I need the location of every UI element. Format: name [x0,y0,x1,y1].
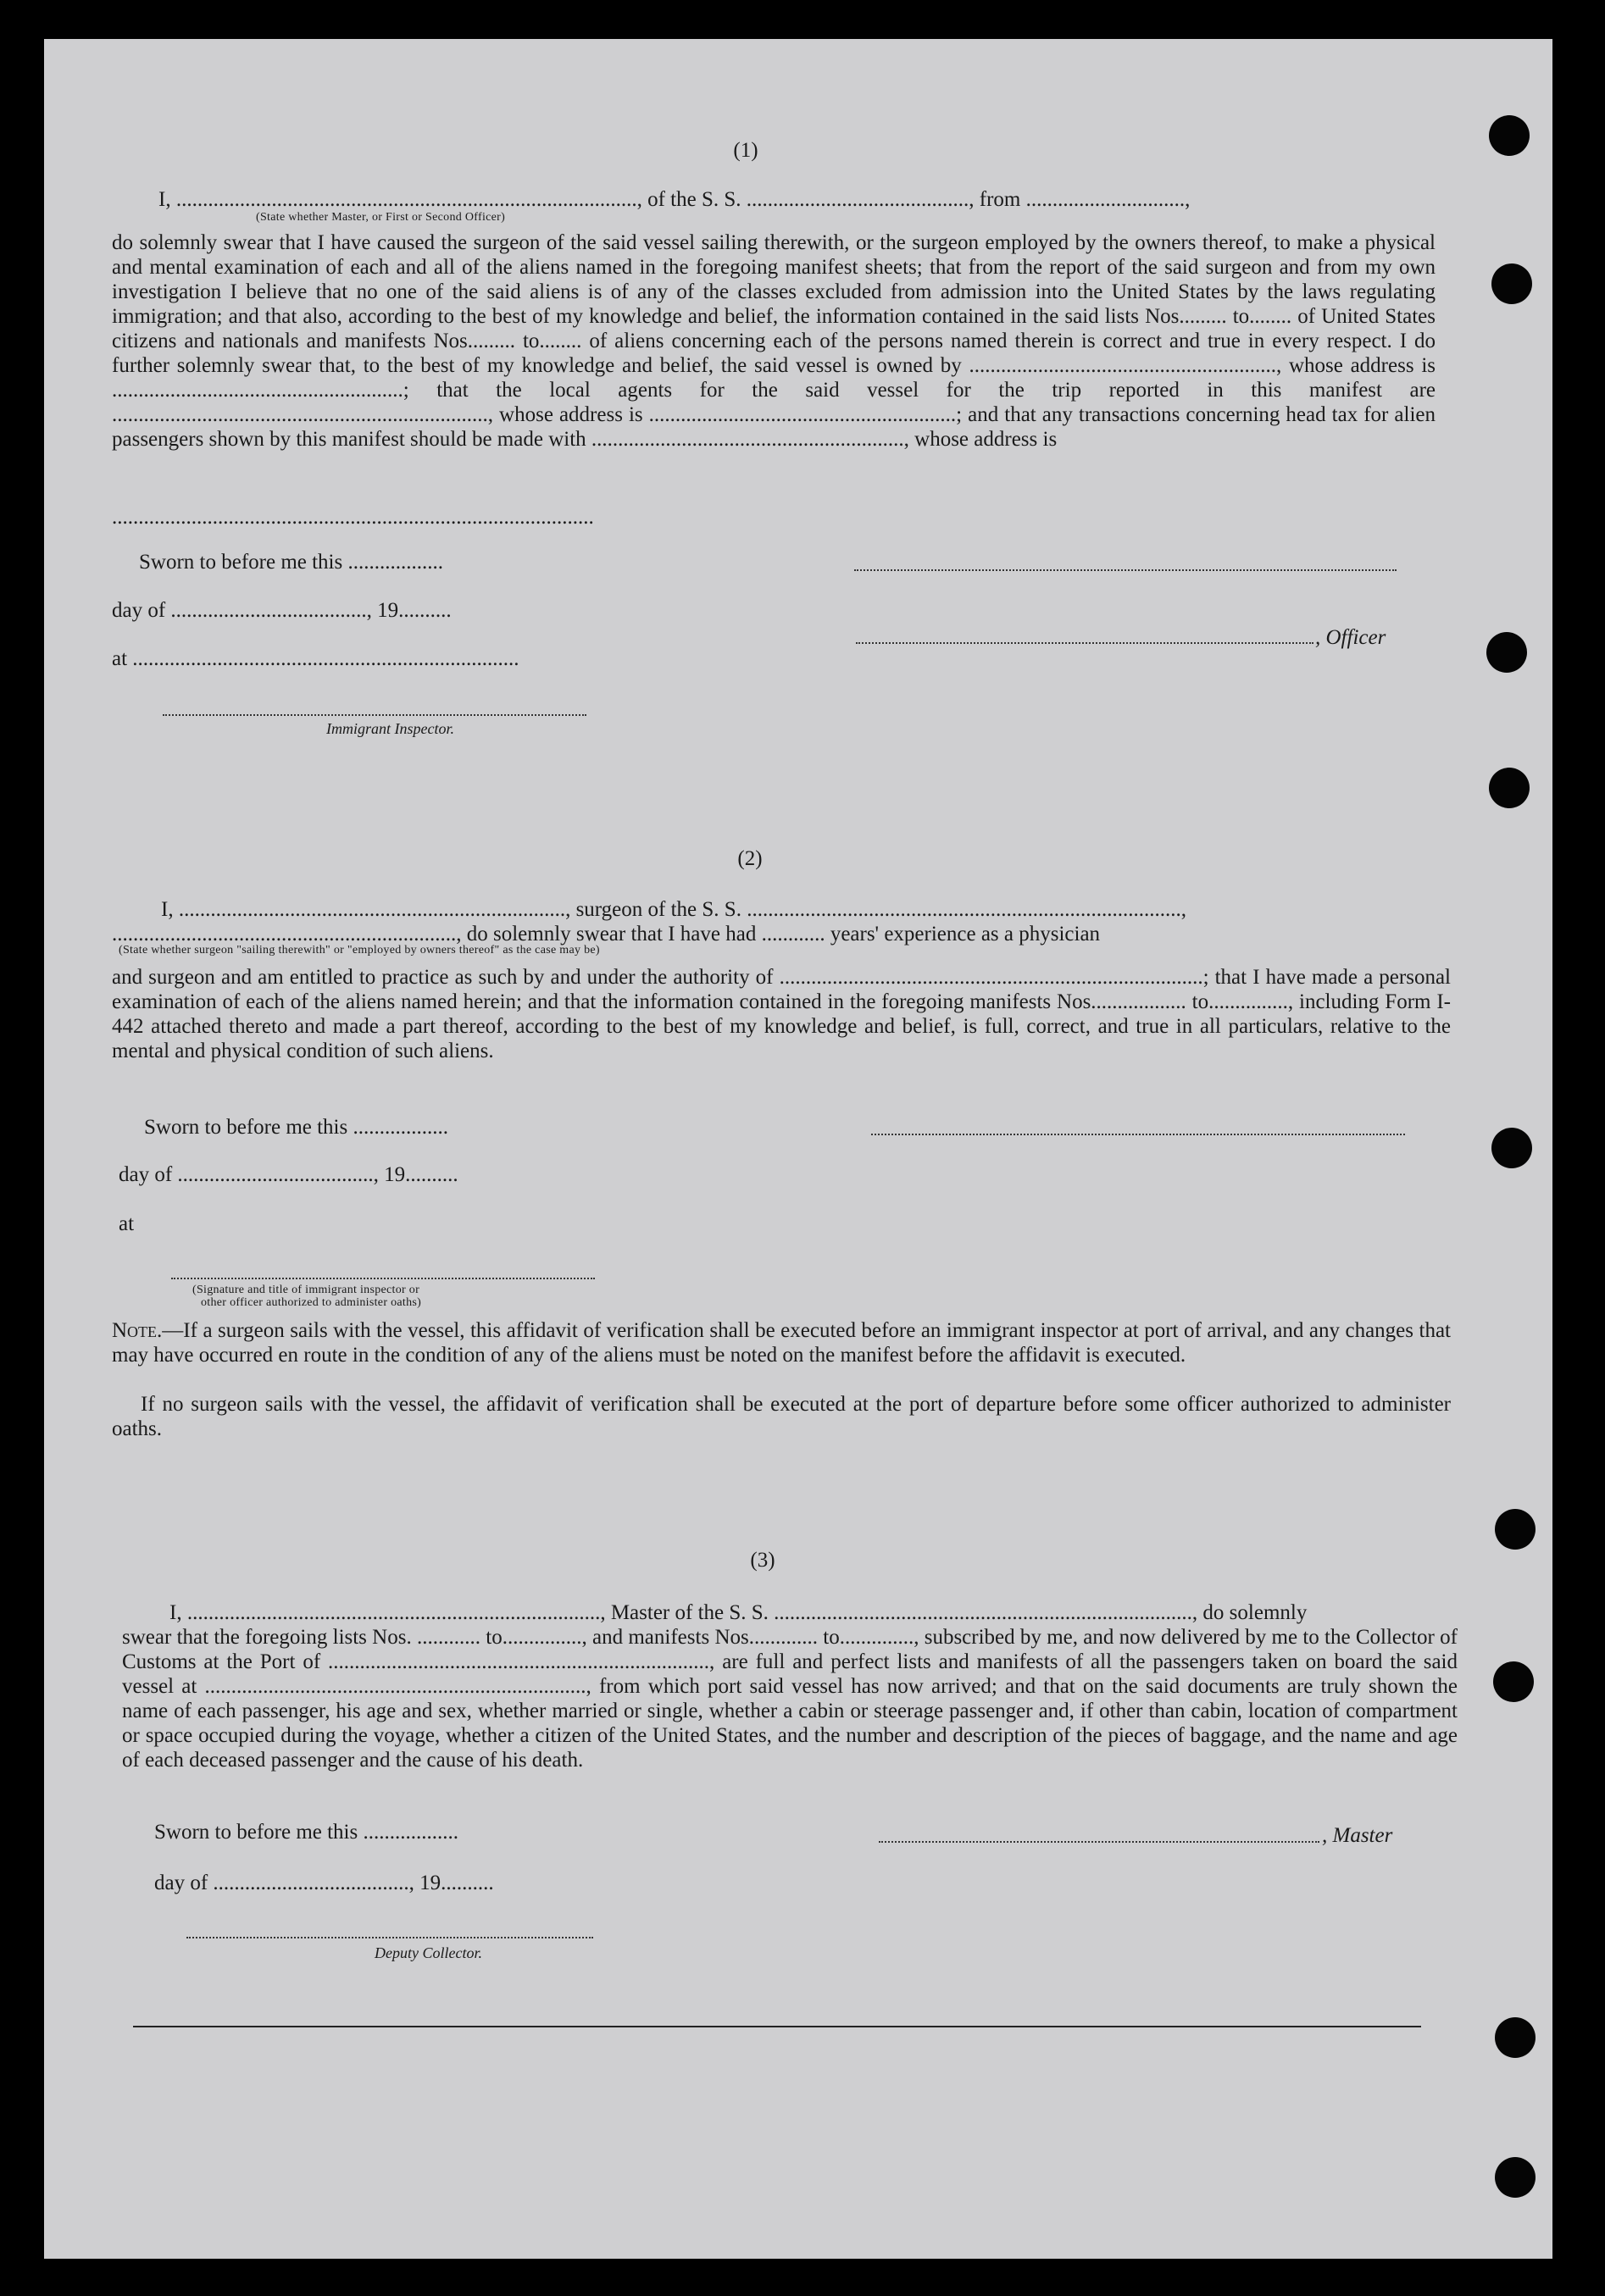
section-3-day: day of ....................................., 19.......... [154,1872,494,1894]
section-3-body: swear that the foregoing lists Nos. ............ to..............., and manifests Nos............. to.............., subscribed by me, and now delivered by me to the Collector of Customs at the Port of ........................................................................, are full and perfect lists and manifests of all the passengers taken on board the said vessel at ........................................................................, from which port said vessel has now arrived; and that on the said documents are truly shown the name of each passenger, his age and sex, whether married or single, whether a cabin or steerage passenger and, if other than cabin, location of compartment or space occupied during the voyage, whether a citizen of the United States, and the number and description of the pieces of baggage, and the name and age of each deceased passenger and the cause of his death. [122,1626,1458,1772]
section-2-sig-caption-1: (Signature and title of immigrant inspector or [192,1284,420,1296]
punch-hole [1493,1661,1534,1702]
section-1-inspector-line [163,714,586,716]
punch-hole [1491,1128,1532,1168]
section-2-inspector-line [171,1278,595,1279]
punch-hole [1495,2157,1536,2198]
section-1-sworn: Sworn to before me this .................. [139,551,443,574]
section-1-inspector-label: Immigrant Inspector. [326,720,454,737]
section-1-body: do solemnly swear that I have caused the surgeon of the said vessel sailing therewith, or the surgeon employed by the owners thereof, to make a physical and mental examination of each and all of the aliens named in the foregoing manifest sheets; that from the report of the said surgeon and from my own investigation I believe that no one of the said aliens is of any of the classes excluded from admission into the United States by the laws regulating immigration; and that also, according to the best of my knowledge and belief, the information contained in the said lists Nos......... to........ of United States citizens and nationals and manifests Nos......... to........ of aliens concerning each of the persons named therein is correct and true in every respect. I do further solemnly swear that, to the best of my knowledge and belief, the said vessel is owned by .........................................................., whose address is .......................................................; that the local agents for the said vessel for the trip reported in this manifest are ......................................................................., whose address is ..........................................................; and that any transactions concerning head tax for alien passengers shown by this manifest should be made with ..........................................................., whose address is [112,231,1436,451]
section-3-master-line [879,1841,1319,1843]
section-1-officer-line [856,642,1313,644]
punch-hole [1489,768,1530,808]
bottom-rule [133,2026,1421,2027]
section-2-first-line: I, ........................................................................., surgeon of the S. S. .................................................................................., [161,898,1186,921]
section-1-officer-label: , Officer [1315,626,1386,649]
punch-hole [1491,263,1532,304]
section-2-at: at [119,1212,135,1235]
section-1-first-line: I, ......................................................................................., of the S. S. .........................................., from .............................., [158,188,1191,211]
section-2-caption: (State whether surgeon "sailing therewith" or "employed by owners thereof" as the case may be) [119,944,600,957]
note-text: —If a surgeon sails with the vessel, this affidavit of verification shall be executed before an immigrant inspector at port of arrival, and any changes that may have occurred en route in the condition of any of the aliens must be noted on the manifest before the affidavit is executed. [112,1319,1451,1367]
section-3-deputy-label: Deputy Collector. [375,1944,482,1961]
section-1-signature-line [854,569,1397,571]
section-1-number: (1) [733,139,758,162]
section-1-caption: (State whether Master, or First or Second Officer) [256,211,506,224]
punch-hole [1489,115,1530,156]
punch-hole [1495,2017,1536,2058]
section-1-day: day of ....................................., 19.......... [112,599,452,622]
section-2-second-line: ................................................................., do solemnly swear that I have had ............ years' experience as a physician [112,923,1101,946]
section-2-body: and surgeon and am entitled to practice as such by and under the authority of ................................................................................; that I have made a personal examination of each of the aliens named herein; and that the information contained in the foregoing manifests Nos.................. to..............., including Form I-442 attached thereto and made a part thereof, according to the best of my knowledge and belief, is full, correct, and true in all particulars, relative to the mental and physical condition of such aliens. [112,966,1451,1062]
section-3-deputy-line [186,1937,593,1938]
section-2-note [112,1318,1451,1367]
section-2-day: day of ....................................., 19.......... [119,1163,458,1186]
document-page [44,39,1552,2259]
section-3-number: (3) [750,1549,775,1572]
punch-hole [1495,1509,1536,1550]
punch-hole [1486,632,1527,673]
section-3-sworn: Sworn to before me this .................. [154,1821,458,1844]
section-2-note-2: If no surgeon sails with the vessel, the affidavit of verification shall be executed at the port of departure before some officer authorized to administer oaths. [112,1393,1451,1440]
section-3-master-label: , Master [1322,1824,1393,1847]
section-2-signature-line [871,1134,1405,1135]
section-1-tail: ........................................................................................... [112,506,594,529]
section-2-sworn: Sworn to before me this .................. [144,1116,448,1139]
note-label: Note. [112,1319,163,1342]
section-3-first-line: I, .............................................................................., Master of the S. S. ..............................................................................., do solemnly [169,1601,1308,1624]
section-2-number: (2) [737,847,763,870]
section-2-sig-caption-2: other officer authorized to administer oaths) [201,1296,422,1309]
section-1-at: at ......................................................................... [112,647,519,670]
